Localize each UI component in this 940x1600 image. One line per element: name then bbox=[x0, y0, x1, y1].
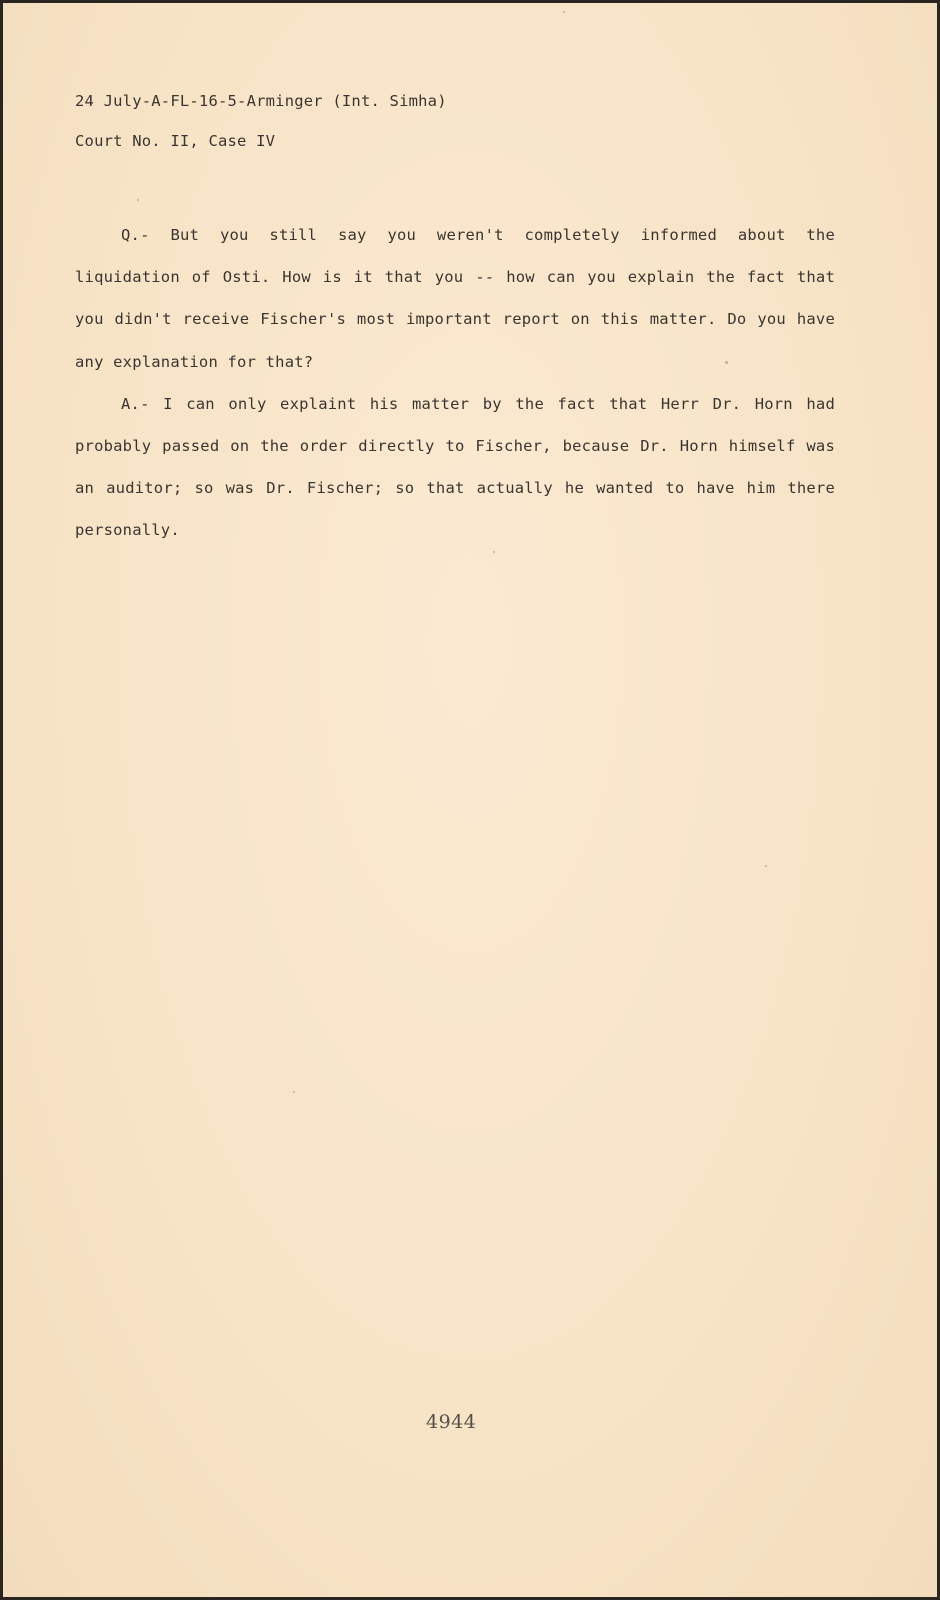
page-number: 4944 bbox=[426, 1411, 477, 1433]
paper-speck bbox=[563, 11, 565, 13]
header-line-1: 24 July-A-FL-16-5-Arminger (Int. Simha) bbox=[75, 92, 447, 110]
paper-speck bbox=[493, 551, 495, 553]
paper-speck bbox=[725, 361, 728, 364]
testimony-body bbox=[75, 214, 835, 552]
paper-speck bbox=[765, 865, 767, 867]
document-page bbox=[3, 3, 937, 1597]
paper-speck bbox=[293, 1091, 295, 1093]
question-paragraph: Q.- But you still say you weren't completely informed about the liquidation of Osti. How is it that you -- how can you explain the fact that you didn't receive Fischer's most important report on this matter. Do you have any explanation for that? bbox=[75, 226, 835, 371]
document-header bbox=[75, 91, 835, 171]
header-line-2: Court No. II, Case IV bbox=[75, 132, 276, 150]
answer-paragraph: A.- I can only explaint his matter by the fact that Herr Dr. Horn had probably passed on the order directly to Fischer, because Dr. Horn himself was an auditor; so was Dr. Fischer; so that actually he wanted to have him there personally. bbox=[75, 394, 835, 540]
paper-speck bbox=[137, 199, 139, 201]
